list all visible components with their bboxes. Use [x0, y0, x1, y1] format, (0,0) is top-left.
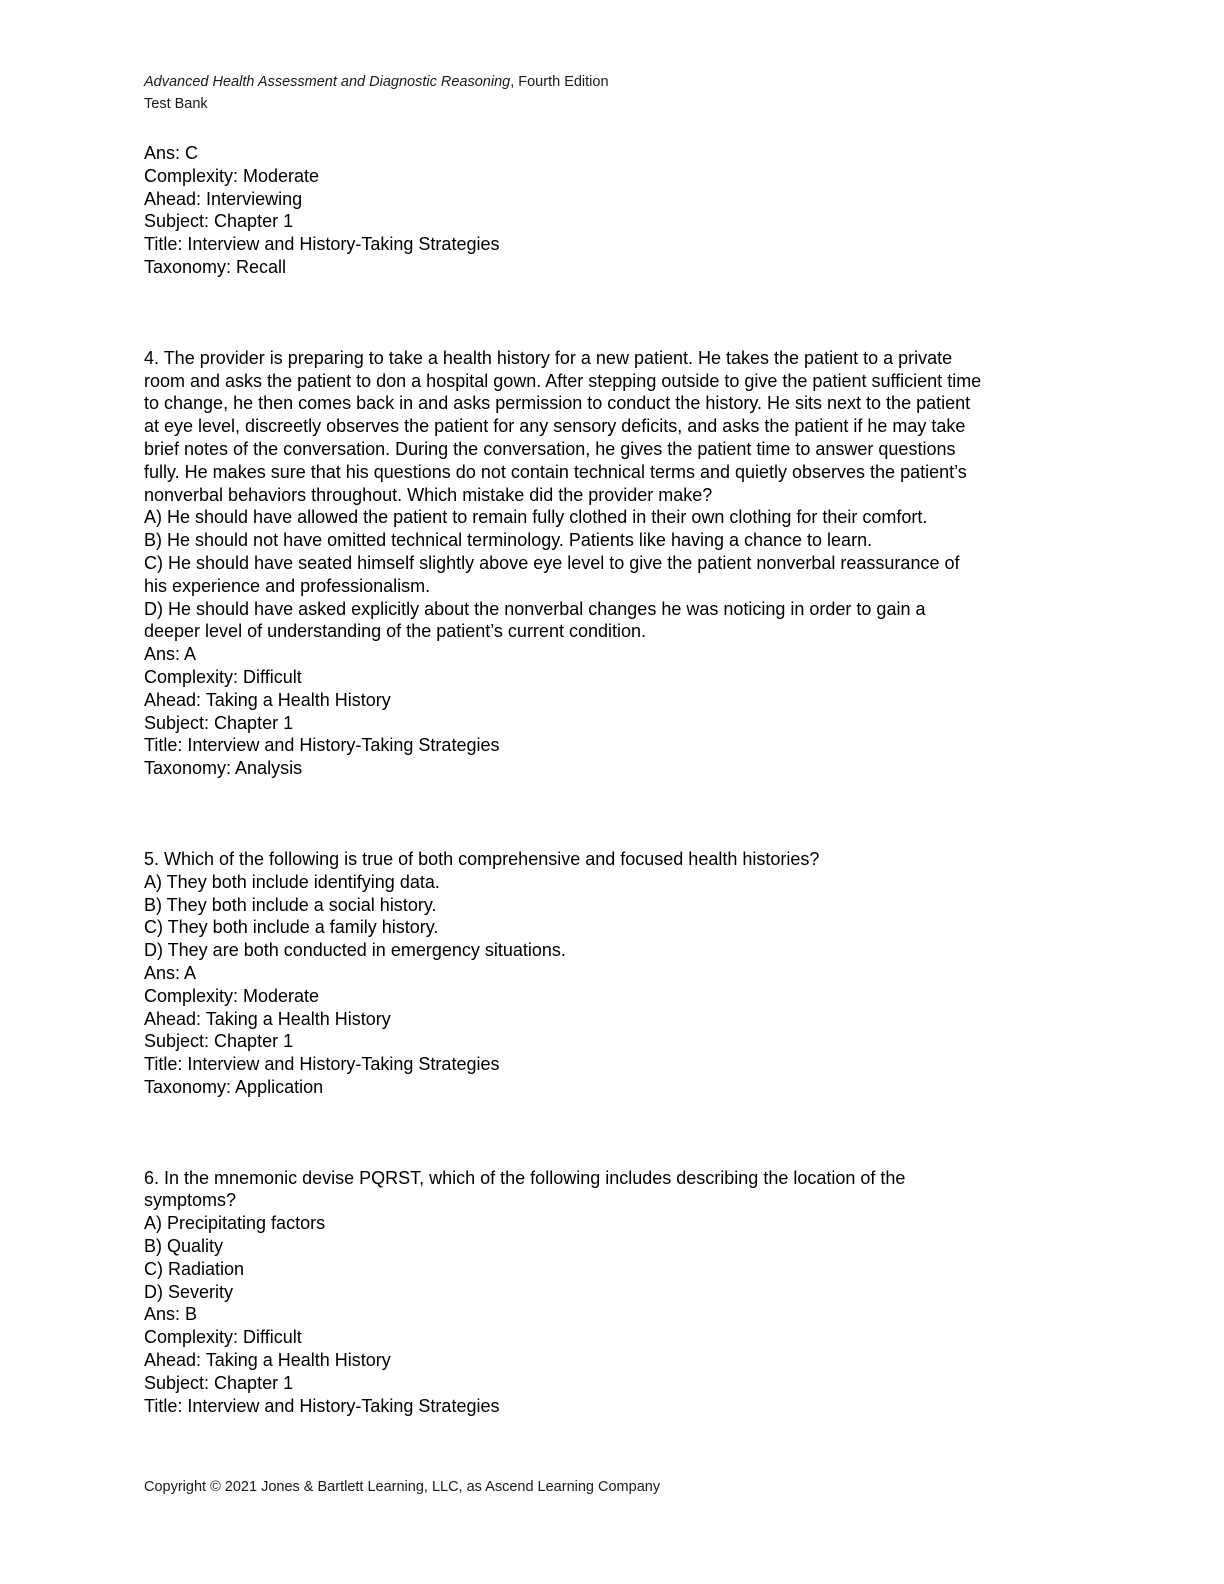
- question-meta-line: Title: Interview and History-Taking Strategies: [144, 735, 500, 756]
- question-meta-line: Ahead: Interviewing: [144, 188, 303, 209]
- answer-option-line: B) He should not have omitted technical terminology. Patients like having a chance to learn.: [144, 530, 873, 551]
- question-stem-line: 4. The provider is preparing to take a health history for a new patient. He takes the patient to a private: [144, 347, 953, 368]
- question-meta-line: Complexity: Difficult: [144, 1327, 302, 1348]
- question-stem-line: at eye level, discreetly observes the patient for any sensory deficits, and asks the patient if he may take: [144, 416, 966, 437]
- question-meta-line: Subject: Chapter 1: [144, 211, 294, 232]
- question-meta-line: Ahead: Taking a Health History: [144, 1350, 391, 1371]
- question-spacer: [144, 1099, 1084, 1167]
- question-meta-line: Taxonomy: Recall: [144, 256, 287, 277]
- question-meta-line: Ans: A: [144, 644, 197, 665]
- question-meta-line: Taxonomy: Application: [144, 1076, 324, 1097]
- question-block: [144, 1167, 1084, 1418]
- answer-option-line: D) Severity: [144, 1281, 234, 1302]
- question-meta-line: Ans: B: [144, 1304, 198, 1325]
- question-stem-line: 5. Which of the following is true of both comprehensive and focused health histories?: [144, 848, 820, 869]
- question-meta-line: Subject: Chapter 1: [144, 1372, 294, 1393]
- question-content: [144, 142, 1084, 1417]
- answer-option-line: B) Quality: [144, 1236, 224, 1257]
- answer-option-line: A) He should have allowed the patient to remain fully clothed in their own clothing for their comfort.: [144, 507, 928, 528]
- answer-option-line: D) They are both conducted in emergency situations.: [144, 940, 566, 961]
- question-stem-line: fully. He makes sure that his questions do not contain technical terms and quietly observes the patient’s: [144, 461, 967, 482]
- answer-option-line: C) He should have seated himself slightly above eye level to give the patient nonverbal reassurance of: [144, 552, 960, 573]
- question-meta-line: Title: Interview and History-Taking Strategies: [144, 1395, 500, 1416]
- question-block: [144, 142, 1084, 279]
- answer-option-line: deeper level of understanding of the patient’s current condition.: [144, 621, 647, 642]
- book-title: Advanced Health Assessment and Diagnostic Reasoning: [144, 74, 511, 90]
- question-spacer: [144, 780, 1084, 848]
- page-header: [144, 71, 609, 115]
- copyright-notice: Copyright © 2021 Jones & Bartlett Learning, LLC, as Ascend Learning Company: [144, 1479, 661, 1495]
- answer-option-line: C) They both include a family history.: [144, 917, 439, 938]
- question-meta-line: Ans: A: [144, 962, 197, 983]
- answer-option-line: his experience and professionalism.: [144, 575, 431, 596]
- header-subtitle: Test Bank: [144, 96, 208, 112]
- book-edition: , Fourth Edition: [510, 74, 609, 90]
- question-meta-line: Taxonomy: Analysis: [144, 758, 303, 779]
- question-meta-line: Complexity: Moderate: [144, 985, 320, 1006]
- question-block: [144, 347, 1084, 780]
- question-meta-line: Ahead: Taking a Health History: [144, 1008, 391, 1029]
- question-meta-line: Subject: Chapter 1: [144, 712, 294, 733]
- question-stem-line: symptoms?: [144, 1190, 237, 1211]
- answer-option-line: A) They both include identifying data.: [144, 871, 440, 892]
- question-meta-line: Ans: C: [144, 143, 199, 163]
- question-stem-line: room and asks the patient to don a hospital gown. After stepping outside to give the patient sufficient time: [144, 370, 982, 391]
- question-meta-line: Complexity: Difficult: [144, 666, 302, 687]
- question-stem-line: to change, he then comes back in and asks permission to conduct the history. He sits next to the patient: [144, 393, 971, 414]
- answer-option-line: A) Precipitating factors: [144, 1213, 326, 1234]
- question-meta-line: Complexity: Moderate: [144, 165, 320, 186]
- answer-option-line: C) Radiation: [144, 1258, 245, 1279]
- answer-option-line: D) He should have asked explicitly about the nonverbal changes he was noticing in order to gain a: [144, 598, 926, 619]
- question-stem-line: nonverbal behaviors throughout. Which mistake did the provider make?: [144, 484, 713, 505]
- question-stem-line: brief notes of the conversation. During the conversation, he gives the patient time to answer questions: [144, 438, 956, 459]
- answer-option-line: B) They both include a social history.: [144, 894, 437, 915]
- question-block: [144, 848, 1084, 1099]
- question-stem-line: 6. In the mnemonic devise PQRST, which of the following includes describing the location of the: [144, 1167, 906, 1188]
- question-meta-line: Ahead: Taking a Health History: [144, 689, 391, 710]
- question-meta-line: Title: Interview and History-Taking Strategies: [144, 1054, 500, 1075]
- question-meta-line: Subject: Chapter 1: [144, 1031, 294, 1052]
- header-title-line: [144, 71, 609, 93]
- page-footer: [144, 1477, 660, 1497]
- question-spacer: [144, 279, 1084, 347]
- question-meta-line: Title: Interview and History-Taking Strategies: [144, 234, 500, 255]
